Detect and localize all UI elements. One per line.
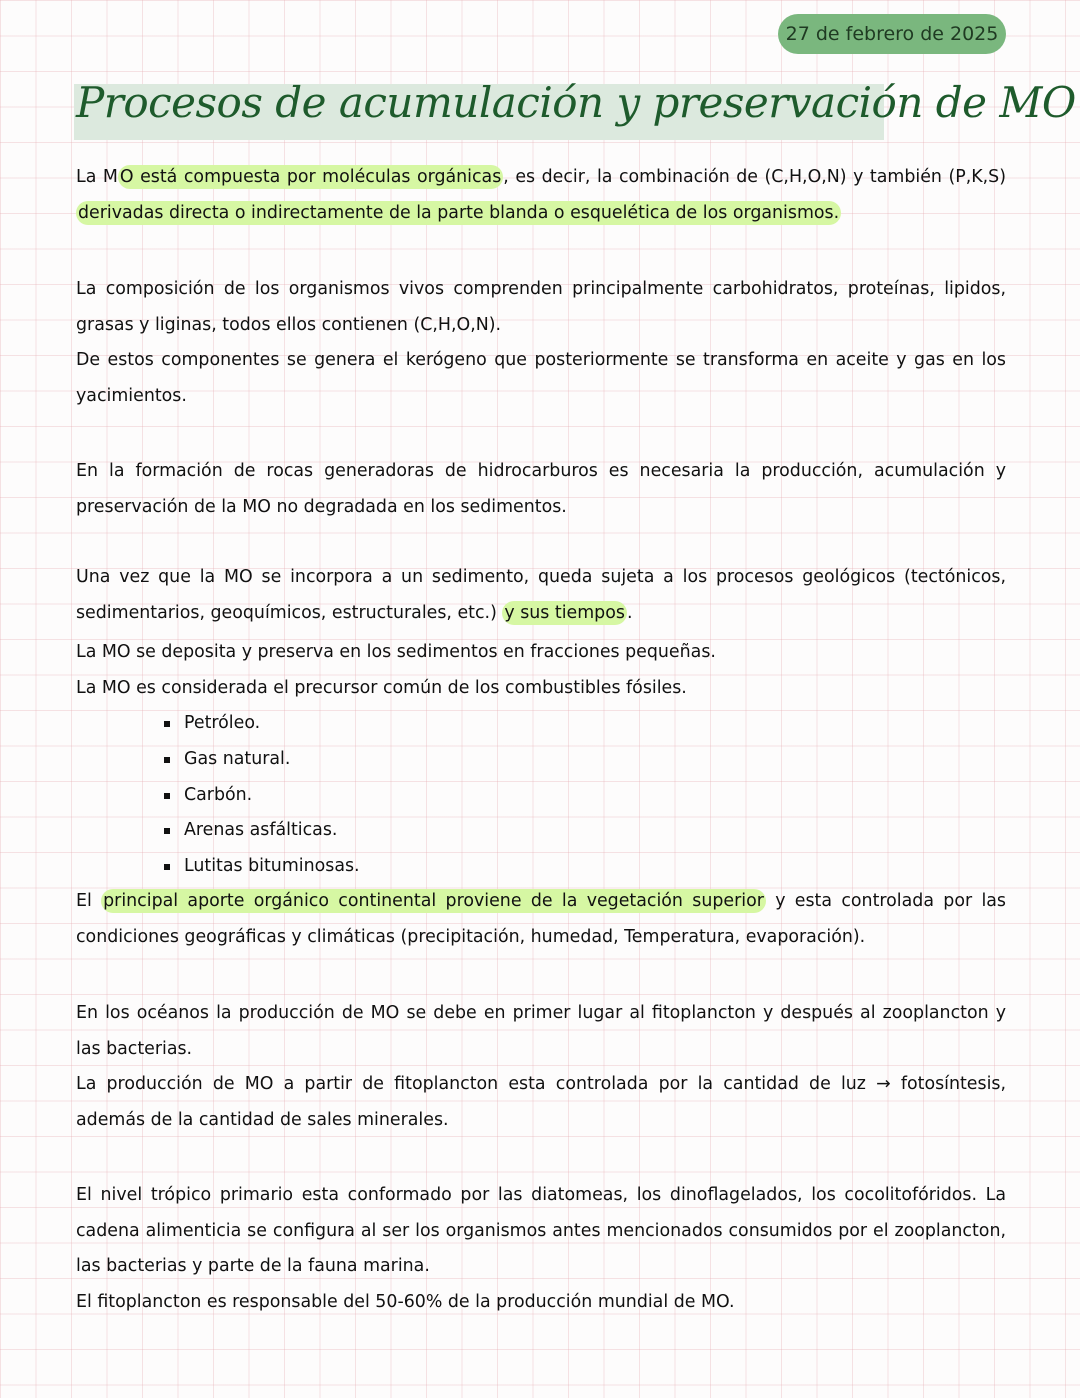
highlight-times: y sus tiempos bbox=[504, 602, 625, 623]
paragraph-light: La producción de MO a partir de fitoplancton esta controlada por la cantidad de luz → fotosíntesis, además de la cantidad de sales minerales. bbox=[76, 1074, 1006, 1130]
paragraph-composition bbox=[76, 160, 1006, 231]
text-run: . bbox=[626, 602, 633, 623]
paragraph-continental bbox=[76, 884, 1006, 955]
page-title: Procesos de acumulación y preservación de MO bbox=[76, 78, 1076, 127]
text-run: , es decir, la combinación de (C,H,O,N) y también (P,K,S) bbox=[503, 167, 1007, 187]
block-oceans bbox=[76, 996, 1006, 1138]
fuel-list bbox=[76, 706, 1006, 884]
paragraph-trophic: El nivel trópico primario esta conformado por las diatomeas, los dinoflagelados, los cocolitofóridos. La cadena alimenticia se configura al ser los organismos antes mencionados consumidos por el zooplancton, las bacterias y parte de la fauna marina. bbox=[76, 1185, 1006, 1277]
block-intro bbox=[76, 160, 1006, 231]
block-trophic bbox=[76, 1178, 1006, 1320]
text-run: El bbox=[76, 891, 102, 912]
list-item: Carbón. bbox=[164, 778, 1006, 814]
highlight-organic-molecules: O está compuesta por moléculas orgánicas bbox=[119, 167, 502, 187]
text-run: Una vez que la MO se incorpora a un sedimento, queda sujeta a los procesos geológicos (tectónicos, sedimentarios, geoquímicos, estructurales, etc.) bbox=[76, 567, 1006, 623]
block-organisms bbox=[76, 272, 1006, 414]
paragraph-oceans: En los océanos la producción de MO se debe en primer lugar al fitoplancton y después al zooplancton y las bacterias. bbox=[76, 1003, 1006, 1059]
paragraph-phytoplankton: El fitoplancton es responsable del 50-60% de la producción mundial de MO. bbox=[76, 1291, 735, 1312]
list-item: Gas natural. bbox=[164, 742, 1006, 778]
block-source-rocks bbox=[76, 454, 1006, 525]
text-run: La M bbox=[76, 167, 118, 187]
paragraph-kerogen: De estos componentes se genera el kerógeno que posteriormente se transforma en aceite y gas en los yacimientos. bbox=[76, 350, 1006, 406]
list-item: Arenas asfálticas. bbox=[164, 813, 1006, 849]
list-item: Petróleo. bbox=[164, 706, 1006, 742]
highlight-vegetation: principal aporte orgánico continental proviene de la vegetación superior bbox=[103, 891, 764, 912]
paragraph-deposit: La MO se deposita y preserva en los sedimentos en fracciones pequeñas. bbox=[76, 642, 716, 663]
text-run: y esta controlada por las condiciones geográficas y climáticas (precipitación, humedad, Temperatura, evaporación). bbox=[76, 891, 1006, 947]
paragraph-source-rocks: En la formación de rocas generadoras de hidrocarburos es necesaria la producción, acumulación y preservación de la MO no degradada en los sedimentos. bbox=[76, 461, 1006, 517]
paragraph-geological bbox=[76, 560, 1006, 631]
date-badge: 27 de febrero de 2025 bbox=[778, 14, 1006, 54]
paragraph-organisms: La composición de los organismos vivos comprenden principalmente carbohidratos, proteínas, lipidos, grasas y liginas, todos ellos contienen (C,H,O,N). bbox=[76, 279, 1006, 335]
paragraph-precursor: La MO es considerada el precursor común de los combustibles fósiles. bbox=[76, 677, 687, 698]
highlight-derived: derivadas directa o indirectamente de la parte blanda o esquelética de los organismos. bbox=[78, 202, 840, 223]
list-item: Lutitas bituminosas. bbox=[164, 849, 1006, 885]
block-geology bbox=[76, 560, 1006, 956]
